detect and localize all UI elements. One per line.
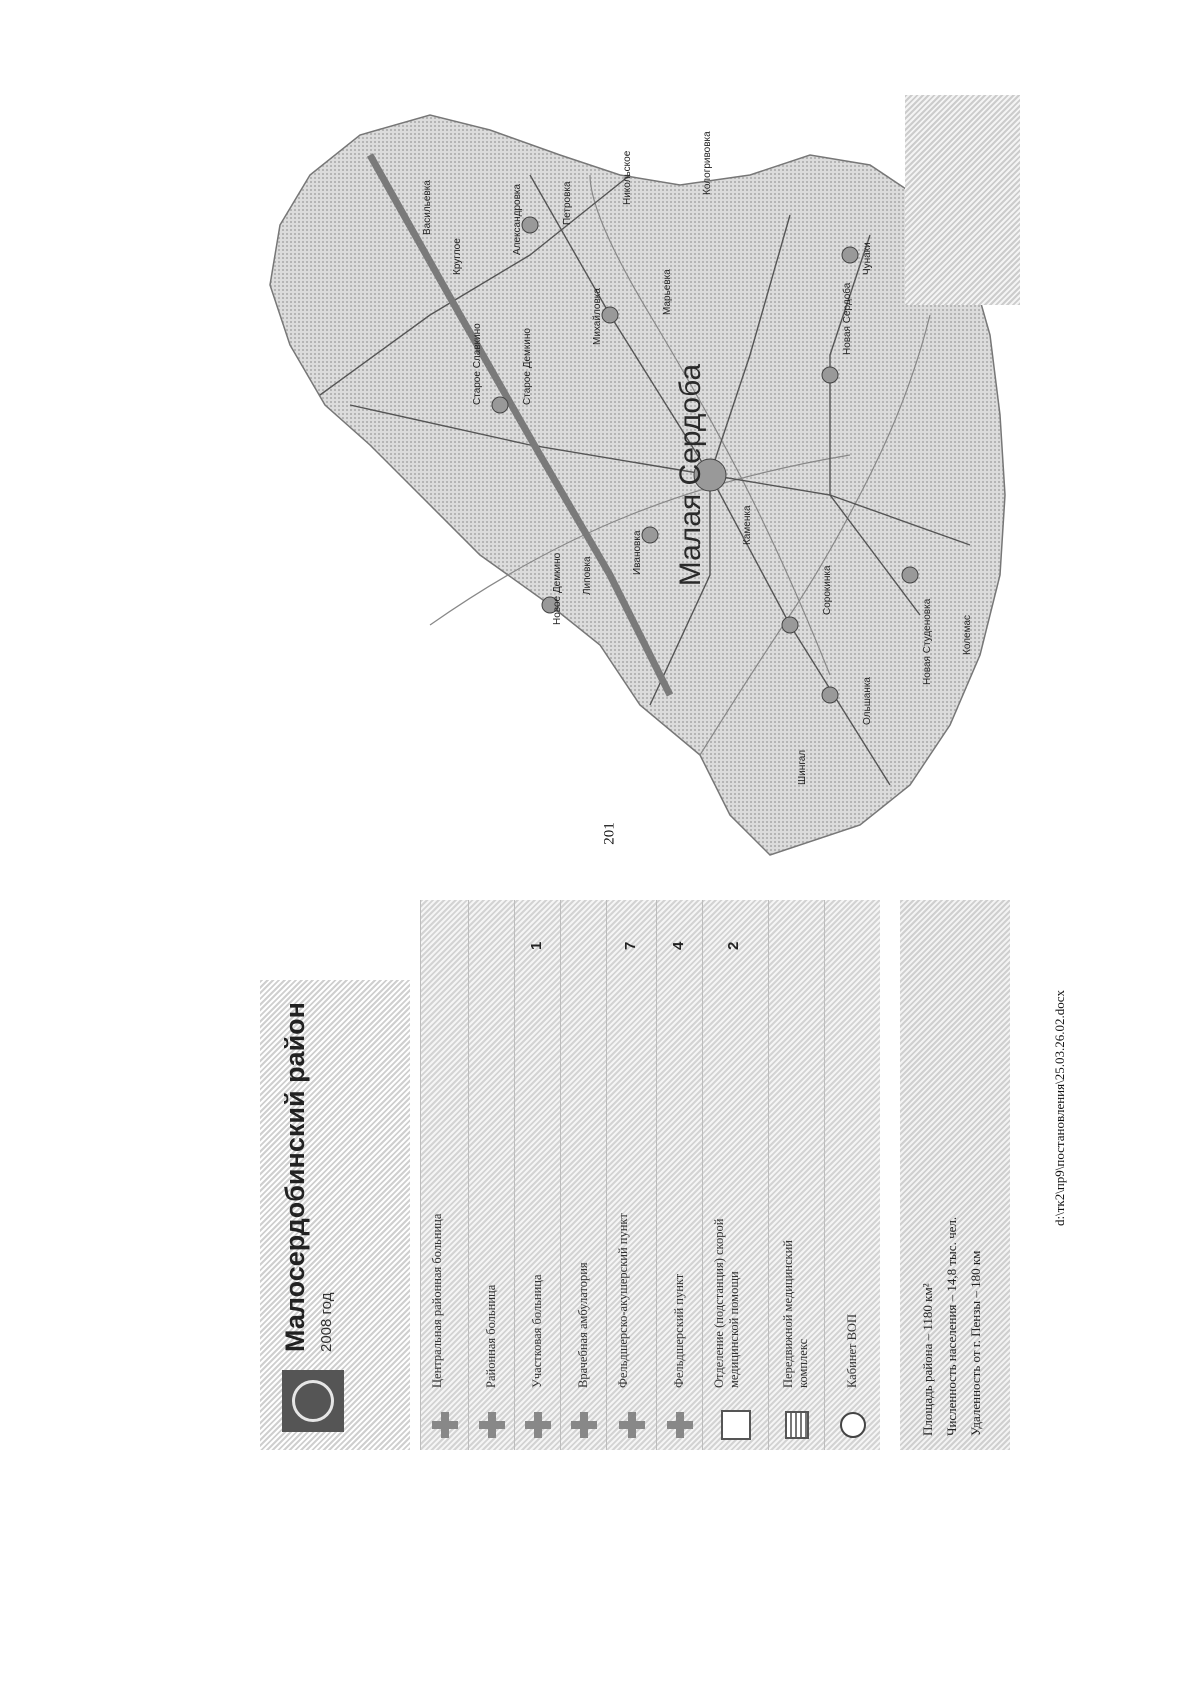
legend-label: Участковая больница	[530, 1274, 544, 1388]
legend-label: Фельдшерский пункт	[672, 1273, 686, 1388]
place-label: Кологривовка	[702, 131, 713, 195]
legend-row	[560, 900, 607, 1450]
legend-label: Передвижной медицинский комплекс	[781, 1240, 810, 1388]
legend-label: Фельдшерско-акушерский пункт	[616, 1213, 630, 1388]
place-label: Марьевка	[662, 269, 673, 315]
legend-label: Врачебная амбулатория	[576, 1262, 590, 1388]
circle-icon	[838, 1410, 868, 1440]
place-label: Александровка	[512, 183, 523, 255]
place-label: Ивановка	[632, 530, 643, 575]
hospital-cross-icon	[569, 1410, 599, 1440]
legend-label: Районная больница	[484, 1284, 498, 1388]
blank-panel	[905, 95, 1020, 305]
legend-row	[702, 900, 769, 1450]
place-label: Старое Славкино	[472, 323, 483, 405]
place-label: Петровка	[562, 181, 573, 225]
title-block	[260, 980, 410, 1450]
legend-count: 2	[725, 941, 742, 950]
hospital-cross-icon	[477, 1410, 507, 1440]
place-label: Васильевка	[422, 180, 433, 235]
place-label: Старое Демкино	[522, 328, 533, 405]
square-icon	[721, 1410, 751, 1440]
legend-count: 1	[528, 941, 545, 950]
footer-file-path: d:\тк2\пр9\постановления\25.03.26.02.docx	[1052, 989, 1067, 1227]
legend-row	[468, 900, 515, 1450]
hospital-cross-icon	[523, 1410, 553, 1440]
place-label: Круглое	[452, 238, 463, 275]
legend-label: Отделение (подстанция) скорой медицинской помощи	[712, 1218, 741, 1388]
page-number: 201	[601, 822, 618, 845]
place-label: Новая Сердоба	[842, 282, 853, 355]
mobile-complex-icon	[782, 1410, 812, 1440]
legend-panel	[420, 900, 880, 1450]
place-label: Новая Студеновка	[922, 598, 933, 685]
hospital-cross-icon	[617, 1410, 647, 1440]
region-title: Малосердобинский район	[280, 1002, 310, 1352]
place-label: Сорокинка	[822, 565, 833, 615]
map-sheet	[230, 95, 1050, 1495]
stat-population: Численность населения – 14,8 тыс. чел.	[944, 1216, 959, 1436]
legend-count: 7	[622, 941, 639, 950]
legend-row	[768, 900, 825, 1450]
legend-row	[824, 900, 881, 1450]
region-emblem-icon	[282, 1370, 344, 1432]
legend-count: 4	[670, 941, 687, 950]
district-boundary	[270, 115, 1005, 855]
legend-label: Кабинет ВОП	[845, 1314, 859, 1388]
place-label: Ольшанка	[862, 677, 873, 725]
place-label: Михайловка	[592, 288, 603, 345]
legend-row	[656, 900, 703, 1450]
place-label: Липовка	[582, 556, 593, 595]
hospital-cross-icon	[430, 1410, 460, 1440]
place-label: Никольское	[622, 150, 633, 205]
district-center-label: Малая Сердоба	[674, 363, 707, 587]
legend-row	[606, 900, 657, 1450]
hospital-cross-icon	[665, 1410, 695, 1440]
legend-row	[514, 900, 561, 1450]
legend-label: Центральная районная больница	[430, 1213, 444, 1388]
place-label: Каменка	[742, 505, 753, 545]
place-label: Шингал	[797, 749, 808, 785]
stat-area: Площадь района – 1180 км²	[920, 1283, 935, 1436]
stat-distance: Удаленность от г. Пензы – 180 км	[968, 1250, 983, 1436]
place-label: Новое Демкино	[552, 552, 563, 625]
region-stats-panel	[900, 900, 1010, 1450]
place-label: Чунаки	[862, 242, 873, 275]
legend-row	[420, 900, 469, 1450]
region-year: 2008 год	[318, 1292, 335, 1352]
place-label: Колемас	[962, 615, 973, 655]
